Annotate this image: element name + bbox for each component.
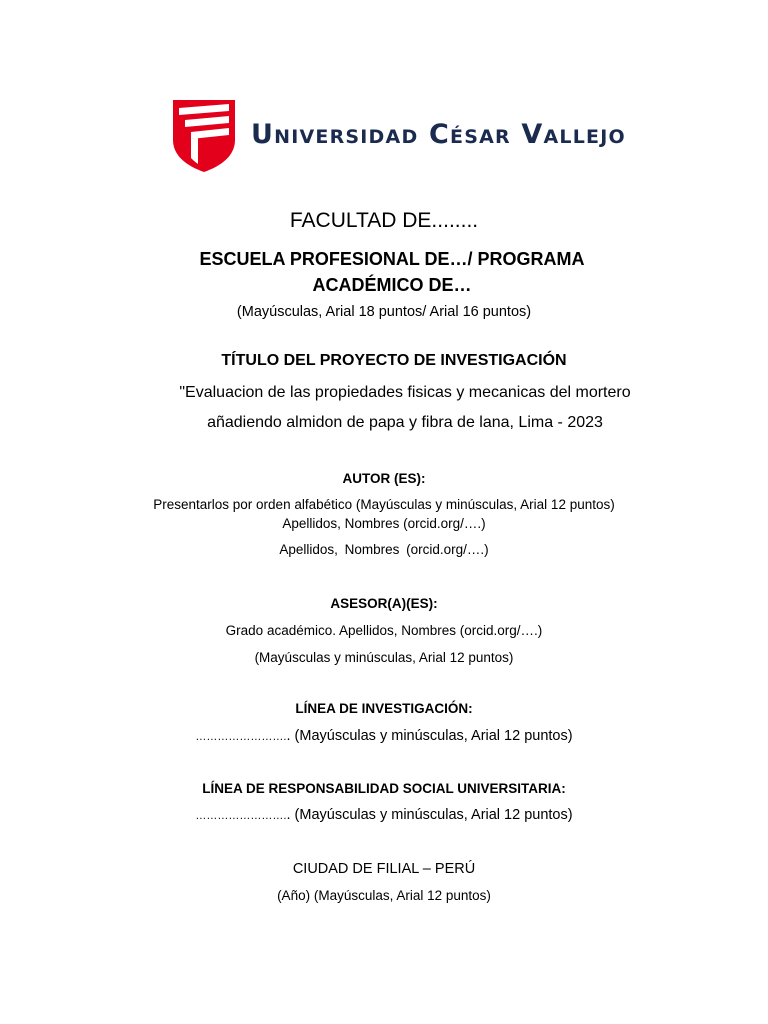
research-line-value — [0, 728, 768, 744]
social-responsibility-dots: ……………………. — [195, 810, 287, 822]
project-title-heading: TÍTULO DEL PROYECTO DE INVESTIGACIÓN — [221, 352, 567, 369]
university-logo — [171, 98, 641, 174]
social-responsibility-heading: LÍNEA DE RESPONSABILIDAD SOCIAL UNIVERSITARIA: — [202, 781, 566, 796]
advisor-heading: ASESOR(A)(ES): — [330, 596, 438, 611]
university-wordmark: Universidad César Vallejo — [251, 119, 626, 150]
research-line-heading: LÍNEA DE INVESTIGACIÓN: — [295, 701, 473, 716]
ucv-shield-icon — [171, 98, 237, 172]
advisor-format-note: (Mayúsculas y minúsculas, Arial 12 puntos) — [254, 650, 514, 665]
author-line-2: Apellidos, Nombres (orcid.org/….) — [279, 542, 489, 557]
social-responsibility-note: . (Mayúsculas y minúsculas, Arial 12 puntos) — [286, 807, 573, 823]
author-format-note: Presentarlos por orden alfabético (Mayúsculas y minúsculas, Arial 12 puntos) — [153, 497, 615, 512]
faculty-title: FACULTAD DE........ — [289, 209, 479, 232]
author-line-1: Apellidos, Nombres (orcid.org/….) — [282, 516, 486, 531]
research-line-dots: ……………………. — [195, 731, 287, 743]
year-line: (Año) (Mayúsculas, Arial 12 puntos) — [277, 888, 491, 903]
city-line: CIUDAD DE FILIAL – PERÚ — [292, 861, 476, 877]
school-program-title: ESCUELA PROFESIONAL DE…/ PROGRAMA ACADÉMICO DE… — [199, 249, 585, 295]
research-line-note: . (Mayúsculas y minúsculas, Arial 12 puntos) — [286, 728, 573, 744]
advisor-line-1: Grado académico. Apellidos, Nombres (orcid.org/….) — [225, 623, 543, 638]
school-format-note: (Mayúsculas, Arial 18 puntos/ Arial 16 puntos) — [236, 304, 532, 320]
project-title-text: "Evaluacion de las propiedades fisicas y mecanicas del mortero añadiendo almidon de papa y fibra de lana, Lima - 2023 — [179, 384, 631, 431]
social-responsibility-value — [0, 807, 768, 823]
author-heading: AUTOR (ES): — [342, 471, 426, 486]
